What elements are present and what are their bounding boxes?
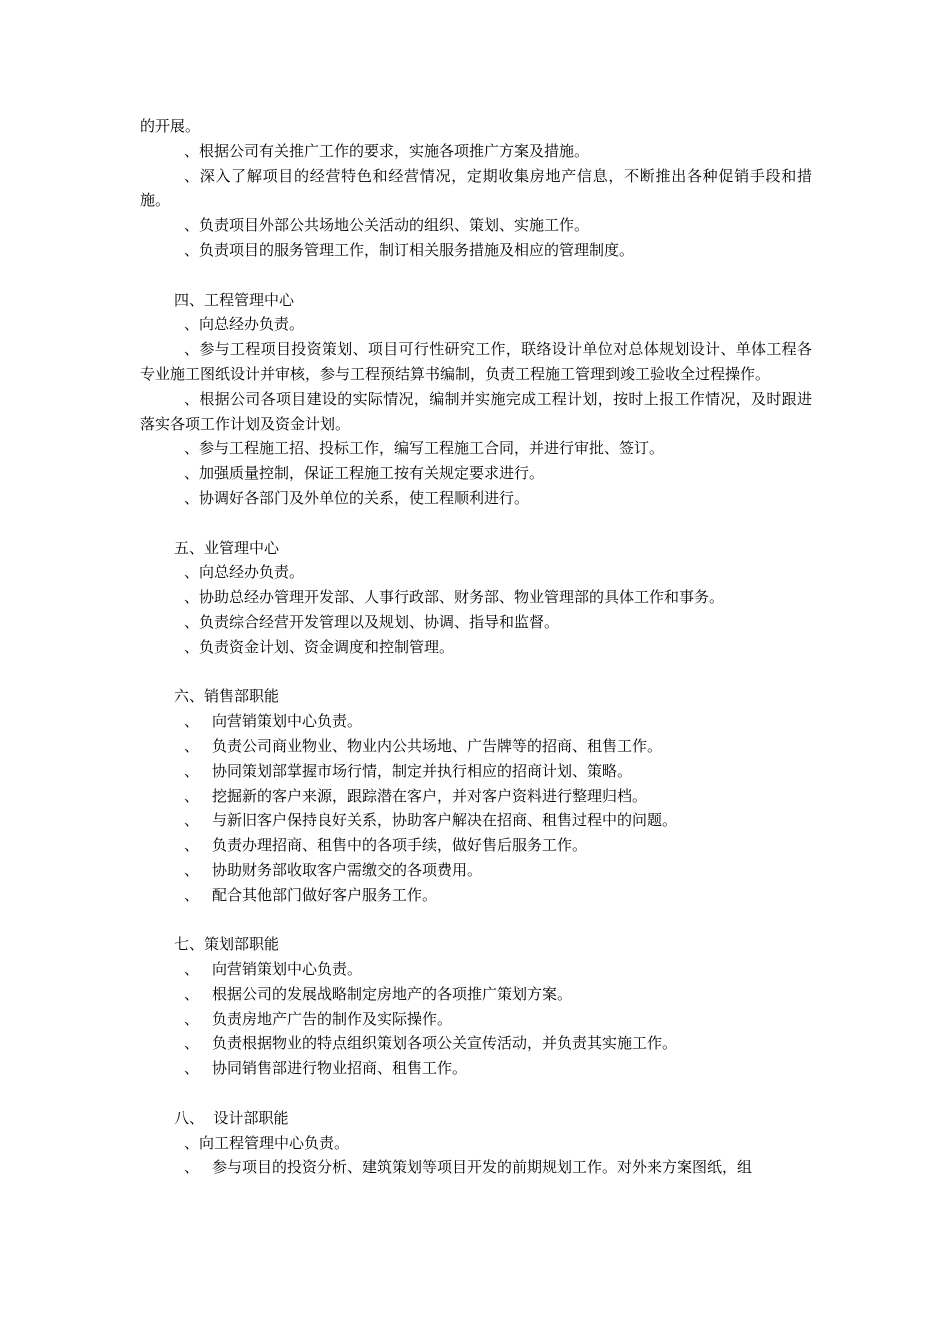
list-item — [140, 734, 812, 759]
list-item-text: 协同策划部掌握市场行情，制定并执行相应的招商计划、策略。 — [212, 761, 633, 780]
list-item-text: 参与项目的投资分析、建筑策划等项目开发的前期规划工作。对外来方案图纸，组 — [212, 1158, 753, 1177]
list-item-text: 与新旧客户保持良好关系，协助客户解决在招商、租售过程中的问题。 — [212, 811, 678, 830]
list-item-text: 根据公司的发展战略制定房地产的各项推广策划方案。 — [212, 984, 573, 1003]
list-marker: 、 — [184, 786, 200, 805]
paragraph: 、负责项目外部公共场地公关活动的组织、策划、实施工作。 — [184, 216, 590, 235]
list-item: 、协助总经办管理开发部、人事行政部、财务部、物业管理部的具体工作和事务。 — [184, 588, 725, 607]
list-item-text: 负责办理招商、租售中的各项手续，做好售后服务工作。 — [212, 836, 588, 855]
list-item-text: 负责公司商业物业、物业内公共场地、广告牌等的招商、租售工作。 — [212, 736, 663, 755]
list-item — [140, 1056, 812, 1081]
list-item-text: 协助财务部收取客户需缴交的各项费用。 — [212, 860, 483, 879]
list-marker: 、 — [184, 736, 200, 755]
list-marker: 、 — [184, 1158, 200, 1177]
list-item-text: 协同销售部进行物业招商、租售工作。 — [212, 1059, 468, 1078]
section-heading: 四、工程管理中心 — [174, 290, 295, 309]
paragraph: 、根据公司有关推广工作的要求，实施各项推广方案及措施。 — [184, 141, 590, 160]
list-item — [140, 982, 812, 1007]
list-item: 、参与工程施工招、投标工作，编写工程施工合同，并进行审批、签订。 — [184, 439, 665, 458]
list-marker: 、 — [184, 1034, 200, 1053]
list-marker: 、 — [184, 712, 200, 731]
section-heading: 七、策划部职能 — [174, 935, 280, 954]
list-item-text: 负责房地产广告的制作及实际操作。 — [212, 1009, 453, 1028]
list-item — [140, 1031, 812, 1056]
list-marker: 、 — [184, 984, 200, 1003]
paragraph: 的开展。 — [140, 117, 201, 135]
list-marker: 、 — [184, 811, 200, 830]
list-item-text: 负责根据物业的特点组织策划各项公关宣传活动，并负责其实施工作。 — [212, 1034, 678, 1053]
list-item-text: 向营销策划中心负责。 — [212, 712, 363, 731]
list-marker: 、 — [184, 836, 200, 855]
list-item — [140, 759, 812, 784]
list-item: 、协调好各部门及外单位的关系，使工程顺利进行。 — [184, 488, 530, 507]
document-body — [140, 114, 812, 1180]
list-item — [140, 808, 812, 833]
list-item: 、负责综合经营开发管理以及规划、协调、指导和监督。 — [184, 612, 560, 631]
section-heading: 五、业管理中心 — [174, 538, 280, 557]
list-item — [140, 1007, 812, 1032]
list-item — [140, 1155, 812, 1180]
list-item: 、向工程管理中心负责。 — [184, 1133, 350, 1152]
list-item — [140, 784, 812, 809]
list-marker: 、 — [184, 860, 200, 879]
list-marker: 、 — [184, 761, 200, 780]
list-item — [140, 709, 812, 734]
list-item-text: 配合其他部门做好客户服务工作。 — [212, 885, 438, 904]
list-item: 、加强质量控制，保证工程施工按有关规定要求进行。 — [184, 464, 545, 483]
list-item: 、参与工程项目投资策划、项目可行性研究工作，联络设计单位对总体规划设计、单体工程各专业施工图纸设计并审核，参与工程预结算书编制，负责工程施工管理到竣工验收全过程操作。 — [140, 340, 812, 383]
list-item: 、根据公司各项目建设的实际情况，编制并实施完成工程计划，按时上报工作情况，及时跟进落实各项工作计划及资金计划。 — [140, 389, 812, 433]
list-item: 、向总经办负责。 — [184, 315, 305, 334]
list-item — [140, 883, 812, 908]
list-item-text: 挖掘新的客户来源，跟踪潜在客户，并对客户资料进行整理归档。 — [212, 786, 648, 805]
list-item-text: 向营销策划中心负责。 — [212, 960, 363, 979]
list-item — [140, 833, 812, 858]
list-marker: 、 — [184, 1059, 200, 1078]
list-marker: 、 — [184, 885, 200, 904]
list-item — [140, 957, 812, 982]
list-item — [140, 858, 812, 883]
list-marker: 、 — [184, 1009, 200, 1028]
list-item: 、负责资金计划、资金调度和控制管理。 — [184, 637, 455, 656]
paragraph: 、负责项目的服务管理工作，制订相关服务措施及相应的管理制度。 — [184, 240, 635, 259]
paragraph: 、深入了解项目的经营特色和经营情况，定期收集房地产信息，不断推出各种促销手段和措施。 — [140, 166, 812, 210]
list-item: 、向总经办负责。 — [184, 563, 305, 582]
section-heading: 八、 设计部职能 — [174, 1108, 289, 1127]
section-heading: 六、销售部职能 — [174, 687, 280, 706]
list-marker: 、 — [184, 960, 200, 979]
